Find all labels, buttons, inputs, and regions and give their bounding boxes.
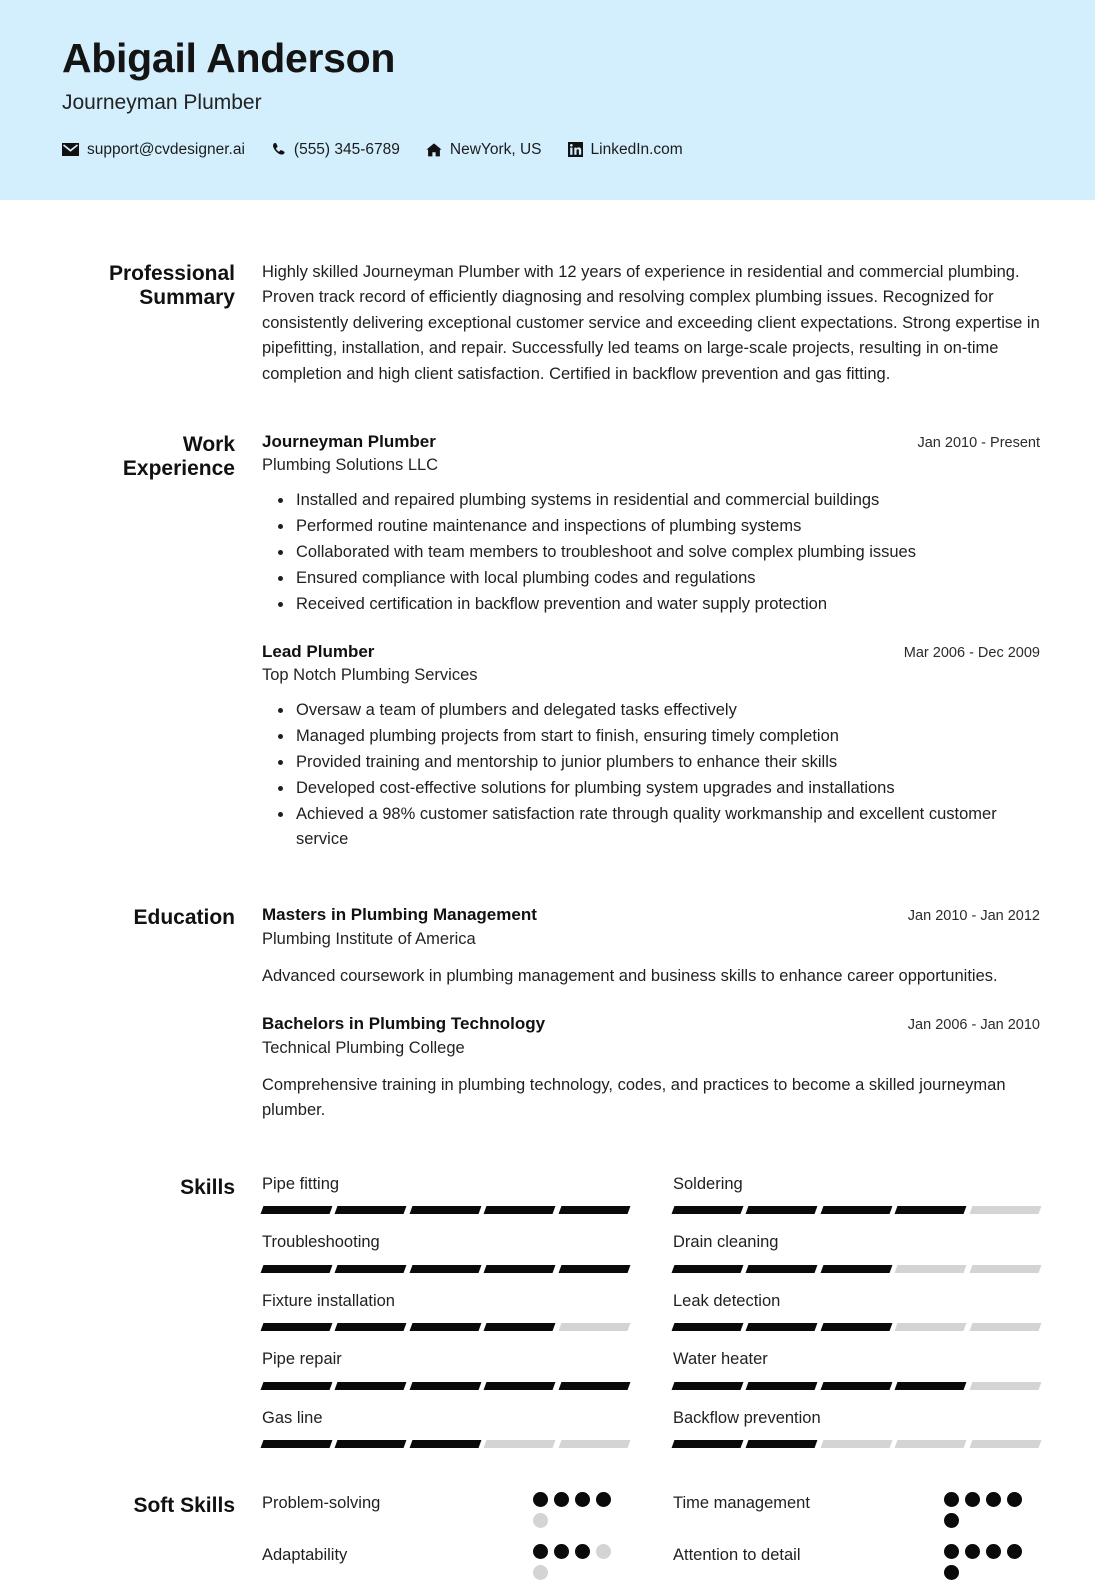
- resume-body: [0, 260, 1095, 1596]
- rating-dot: [596, 1492, 611, 1507]
- skill-segment: [335, 1382, 407, 1390]
- list-item: Oversaw a team of plumbers and delegated tasks effectively: [296, 698, 1040, 723]
- skill-segment: [558, 1265, 630, 1273]
- skill-segment: [409, 1265, 481, 1273]
- entry-bullets: [262, 488, 1040, 617]
- rating-dot: [1007, 1544, 1022, 1559]
- experience-entries: [262, 431, 1040, 858]
- skill-level-bar: [673, 1206, 1040, 1214]
- entry-date: Mar 2006 - Dec 2009: [903, 645, 1040, 662]
- section-soft-skills: [0, 1492, 1040, 1596]
- experience-entry: [262, 431, 1040, 617]
- entry-header: [262, 904, 1040, 925]
- skill-segment: [558, 1440, 630, 1448]
- list-item: Installed and repaired plumbing systems in residential and commercial buildings: [296, 488, 1040, 513]
- education-entry: [262, 904, 1040, 989]
- contact-phone[interactable]: [271, 142, 400, 158]
- rating-dot: [533, 1513, 548, 1528]
- list-item: Managed plumbing projects from start to finish, ensuring timely completion: [296, 724, 1040, 749]
- section-label-skills: Skills: [180, 1175, 235, 1199]
- soft-skill-rating: [944, 1492, 1034, 1528]
- skill-segment: [969, 1440, 1041, 1448]
- page-title: Abigail Anderson: [62, 35, 396, 81]
- skill-label: Leak detection: [673, 1291, 781, 1310]
- skill-segment: [672, 1382, 744, 1390]
- rating-dot: [533, 1492, 548, 1507]
- skill-segment: [746, 1323, 818, 1331]
- skill-segment: [484, 1440, 556, 1448]
- entry-header: [262, 431, 1040, 452]
- entry-title: Journeyman Plumber: [262, 432, 436, 452]
- entry-header: [262, 1013, 1040, 1034]
- list-item: Collaborated with team members to troubleshoot and solve complex plumbing issues: [296, 540, 1040, 565]
- soft-skill-label: Adaptability: [262, 1546, 348, 1565]
- skill-segment: [969, 1265, 1041, 1273]
- contact-location-text: NewYork, US: [449, 141, 542, 159]
- skill-segment: [895, 1382, 967, 1390]
- rating-dot: [596, 1544, 611, 1559]
- skill-item: [262, 1232, 629, 1290]
- skill-item: [262, 1174, 629, 1232]
- skill-segment: [672, 1323, 744, 1331]
- skill-segment: [969, 1323, 1041, 1331]
- skill-level-bar: [262, 1265, 629, 1273]
- list-item: Provided training and mentorship to junior plumbers to enhance their skills: [296, 750, 1040, 775]
- skill-segment: [409, 1323, 481, 1331]
- section-skills: [0, 1174, 1040, 1466]
- rating-dot: [986, 1544, 1001, 1559]
- soft-skill-item: [262, 1492, 629, 1544]
- skill-segment: [558, 1382, 630, 1390]
- skill-segment: [820, 1382, 892, 1390]
- skill-segment: [409, 1206, 481, 1214]
- skill-segment: [484, 1265, 556, 1273]
- skill-item: [673, 1174, 1040, 1232]
- rating-dot: [944, 1492, 959, 1507]
- skill-level-bar: [262, 1323, 629, 1331]
- skill-segment: [820, 1265, 892, 1273]
- skill-segment: [335, 1265, 407, 1273]
- skill-segment: [895, 1206, 967, 1214]
- job-title: Journeyman Plumber: [62, 91, 262, 114]
- entry-date: Jan 2010 - Present: [917, 435, 1040, 452]
- experience-entry: [262, 641, 1040, 852]
- contact-linkedin[interactable]: [568, 142, 683, 158]
- entry-header: [262, 641, 1040, 662]
- contact-location[interactable]: [426, 142, 542, 158]
- skill-label: Water heater: [673, 1350, 768, 1369]
- section-label-education: Education: [133, 906, 235, 930]
- list-item: Performed routine maintenance and inspections of plumbing systems: [296, 514, 1040, 539]
- rating-dot: [965, 1544, 980, 1559]
- skill-level-bar: [262, 1440, 629, 1448]
- skill-segment: [261, 1323, 333, 1331]
- rating-dot: [944, 1513, 959, 1528]
- skill-segment: [484, 1206, 556, 1214]
- skill-level-bar: [673, 1382, 1040, 1390]
- soft-skill-rating: [533, 1544, 623, 1580]
- contact-phone-text: (555) 345-6789: [293, 141, 400, 159]
- section-label-summary: Professional Summary: [108, 262, 235, 309]
- skill-segment: [746, 1206, 818, 1214]
- summary-text: Highly skilled Journeyman Plumber with 12 years of experience in residential and commercial plumbing. Proven track record of efficiently diagnosing and resolving complex plumbing issues. Recognized for consistently delivering exceptional customer service and exceeding client expectations. Strong expertise in pipefitting, installation, and repair. Successfully led teams on large-scale projects, resulting in on-time completion and high client satisfaction. Certified in backflow prevention and gas fitting.: [262, 263, 1040, 383]
- skill-segment: [261, 1382, 333, 1390]
- skill-segment: [672, 1206, 744, 1214]
- list-item: Developed cost-effective solutions for plumbing system upgrades and installations: [296, 776, 1040, 801]
- soft-skill-item: [673, 1544, 1040, 1596]
- resume-header: [0, 0, 1095, 200]
- soft-skills-grid: [262, 1492, 1040, 1596]
- skill-level-bar: [262, 1206, 629, 1214]
- skill-level-bar: [673, 1265, 1040, 1273]
- section-label-experience: Work Experience: [122, 433, 235, 480]
- rating-dot: [533, 1565, 548, 1580]
- skill-segment: [969, 1206, 1041, 1214]
- soft-skill-rating: [533, 1492, 623, 1528]
- skill-segment: [969, 1382, 1041, 1390]
- skill-item: [673, 1349, 1040, 1407]
- skill-segment: [895, 1323, 967, 1331]
- skill-segment: [409, 1382, 481, 1390]
- skill-label: Pipe repair: [262, 1350, 342, 1369]
- linkedin-icon: [568, 142, 583, 157]
- skills-grid: [262, 1174, 1040, 1466]
- entry-title: Masters in Plumbing Management: [262, 905, 537, 925]
- entry-organization: Plumbing Institute of America: [262, 929, 476, 948]
- rating-dot: [986, 1492, 1001, 1507]
- skill-item: [673, 1408, 1040, 1466]
- contact-linkedin-text: LinkedIn.com: [590, 141, 683, 159]
- rating-dot: [575, 1544, 590, 1559]
- education-entry: [262, 1013, 1040, 1124]
- section-work-experience: [0, 431, 1040, 858]
- skill-segment: [820, 1206, 892, 1214]
- skill-level-bar: [673, 1323, 1040, 1331]
- entry-date: Jan 2010 - Jan 2012: [907, 908, 1040, 925]
- skill-segment: [261, 1206, 333, 1214]
- entry-date: Jan 2006 - Jan 2010: [907, 1017, 1040, 1034]
- skill-segment: [746, 1382, 818, 1390]
- skill-segment: [672, 1265, 744, 1273]
- soft-skill-rating: [944, 1544, 1034, 1580]
- rating-dot: [965, 1492, 980, 1507]
- skill-segment: [335, 1206, 407, 1214]
- soft-skill-item: [673, 1492, 1040, 1544]
- skill-segment: [895, 1440, 967, 1448]
- skill-segment: [484, 1323, 556, 1331]
- skill-item: [262, 1408, 629, 1466]
- skill-segment: [746, 1265, 818, 1273]
- entry-organization: Plumbing Solutions LLC: [262, 456, 439, 475]
- entry-title: Bachelors in Plumbing Technology: [262, 1014, 546, 1034]
- section-label-soft-skills: Soft Skills: [133, 1494, 235, 1518]
- rating-dot: [554, 1492, 569, 1507]
- skill-label: Fixture installation: [262, 1291, 395, 1310]
- skill-segment: [261, 1265, 333, 1273]
- skill-item: [262, 1291, 629, 1349]
- skill-segment: [335, 1440, 407, 1448]
- list-item: Ensured compliance with local plumbing codes and regulations: [296, 566, 1040, 591]
- rating-dot: [944, 1565, 959, 1580]
- skill-segment: [820, 1440, 892, 1448]
- section-education: [0, 904, 1040, 1130]
- entry-title: Lead Plumber: [262, 642, 375, 662]
- phone-icon: [271, 142, 286, 157]
- soft-skill-label: Attention to detail: [673, 1546, 801, 1565]
- contact-row: [62, 142, 1095, 158]
- soft-skill-item: [262, 1544, 629, 1596]
- skill-segment: [820, 1323, 892, 1331]
- list-item: Achieved a 98% customer satisfaction rate through quality workmanship and excellent customer service: [296, 802, 1040, 852]
- list-item: Received certification in backflow prevention and water supply protection: [296, 592, 1040, 617]
- skill-segment: [335, 1323, 407, 1331]
- entry-description: Comprehensive training in plumbing technology, codes, and practices to become a skilled journeyman plumber.: [262, 1076, 1006, 1120]
- skill-label: Troubleshooting: [262, 1233, 380, 1252]
- skill-item: [262, 1349, 629, 1407]
- skill-segment: [484, 1382, 556, 1390]
- rating-dot: [944, 1544, 959, 1559]
- soft-skill-label: Time management: [673, 1494, 810, 1513]
- entry-organization: Top Notch Plumbing Services: [262, 666, 478, 685]
- rating-dot: [575, 1492, 590, 1507]
- envelope-icon: [62, 143, 79, 156]
- skill-segment: [261, 1440, 333, 1448]
- skill-segment: [746, 1440, 818, 1448]
- skill-label: Gas line: [262, 1408, 323, 1427]
- rating-dot: [533, 1544, 548, 1559]
- skill-segment: [672, 1440, 744, 1448]
- section-professional-summary: [0, 260, 1040, 387]
- entry-organization: Technical Plumbing College: [262, 1038, 465, 1057]
- education-entries: [262, 904, 1040, 1130]
- entry-bullets: [262, 698, 1040, 852]
- contact-email-text: support@cvdesigner.ai: [87, 141, 245, 159]
- skill-level-bar: [262, 1382, 629, 1390]
- skill-segment: [558, 1206, 630, 1214]
- skill-segment: [895, 1265, 967, 1273]
- skill-label: Pipe fitting: [262, 1174, 340, 1193]
- skill-segment: [409, 1440, 481, 1448]
- skill-label: Drain cleaning: [673, 1233, 779, 1252]
- skill-item: [673, 1232, 1040, 1290]
- skill-label: Backflow prevention: [673, 1408, 821, 1427]
- rating-dot: [1007, 1492, 1022, 1507]
- skill-label: Soldering: [673, 1174, 743, 1193]
- soft-skill-label: Problem-solving: [262, 1494, 381, 1513]
- contact-email[interactable]: [62, 142, 245, 158]
- rating-dot: [554, 1544, 569, 1559]
- skill-segment: [558, 1323, 630, 1331]
- entry-description: Advanced coursework in plumbing management and business skills to enhance career opportunities.: [262, 966, 998, 985]
- home-icon: [426, 143, 442, 157]
- skill-level-bar: [673, 1440, 1040, 1448]
- skill-item: [673, 1291, 1040, 1349]
